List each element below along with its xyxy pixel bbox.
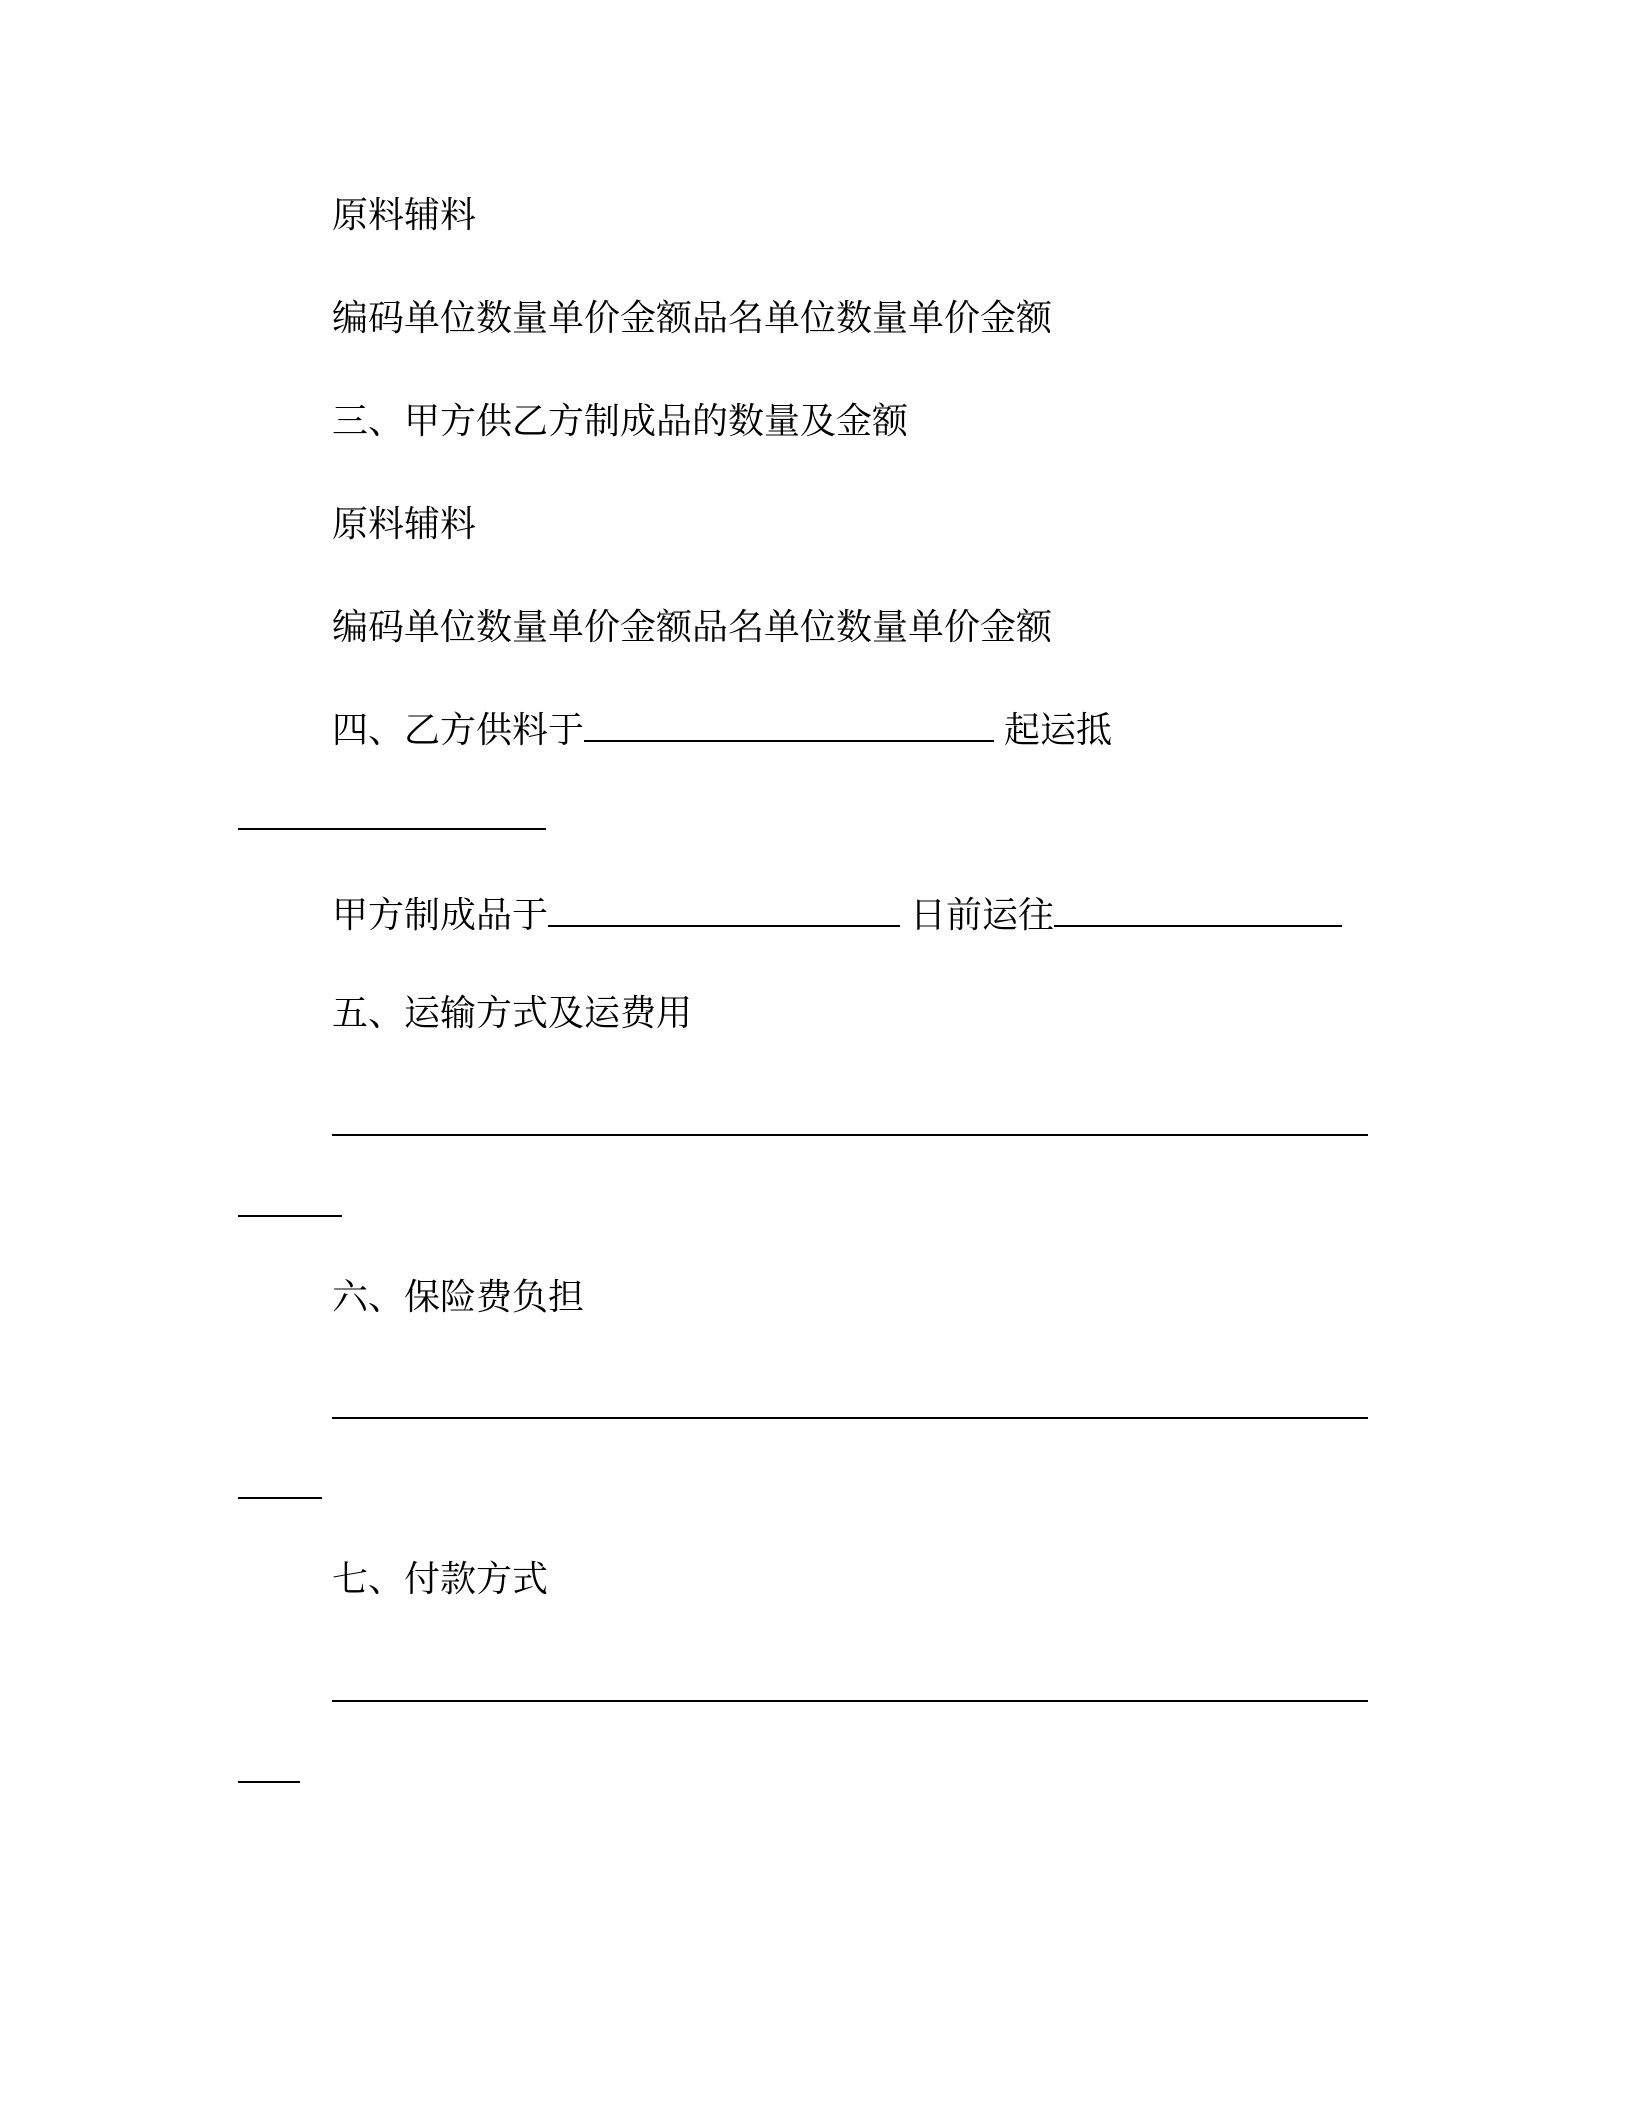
- delivery-date-blank[interactable]: [548, 895, 900, 927]
- section-5-heading: 五、运输方式及运费用: [332, 993, 693, 1034]
- section-4-text: 四、乙方供料于: [332, 710, 585, 751]
- table-header-columns-2: 编码单位数量单价金额品名单位数量单价金额: [332, 607, 1053, 648]
- table-header-material-types: 原料辅料: [332, 195, 477, 236]
- delivery-text-2: 日前运往: [910, 895, 1055, 936]
- table-header-columns: 编码单位数量单价金额品名单位数量单价金额: [332, 298, 1053, 339]
- insurance-blank-line-1[interactable]: [332, 1417, 1368, 1419]
- payment-blank-line-1[interactable]: [332, 1700, 1368, 1702]
- destination-blank[interactable]: [238, 828, 546, 830]
- section-3-heading: 三、甲方供乙方制成品的数量及金额: [332, 401, 909, 442]
- section-6-heading: 六、保险费负担: [332, 1277, 585, 1318]
- delivery-text: 甲方制成品于: [332, 895, 549, 936]
- transport-blank-line-1[interactable]: [332, 1134, 1368, 1136]
- supply-location-blank[interactable]: [584, 710, 994, 742]
- table-header-material-types-2: 原料辅料: [332, 504, 477, 545]
- payment-blank-line-2[interactable]: [238, 1781, 300, 1783]
- section-4-line: [332, 709, 1112, 753]
- delivery-destination-blank[interactable]: [1054, 895, 1342, 927]
- transport-blank-line-2[interactable]: [238, 1215, 342, 1217]
- insurance-blank-line-2[interactable]: [238, 1497, 322, 1499]
- section-7-heading: 七、付款方式: [332, 1559, 549, 1600]
- section-4-tail: 起运抵: [1004, 710, 1113, 751]
- delivery-line: [332, 894, 1342, 938]
